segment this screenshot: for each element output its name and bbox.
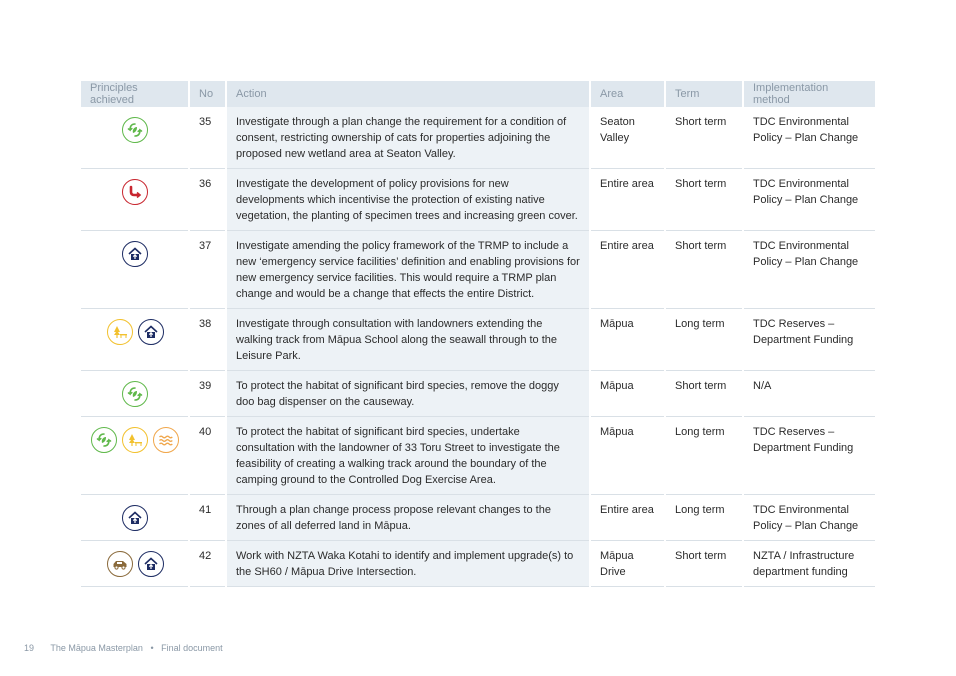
house-up-arrow-icon bbox=[138, 319, 164, 345]
action-text: Investigate the development of policy provisions for new developments which incentivise the protection of existing native vegetation, the planting of specimen trees and increasing green cover. bbox=[226, 169, 590, 231]
action-text: Work with NZTA Waka Kotahi to identify and implement upgrade(s) to the SH60 / Māpua Drive Intersection. bbox=[226, 541, 590, 587]
table-body bbox=[81, 107, 875, 587]
table-row bbox=[81, 371, 875, 417]
action-text: Investigate amending the policy framework of the TRMP to include a new ‘emergency service facilities’ definition and enabling provisions for new emergency service facilities. This would require a TRMP plan change and would be a change that effects the entire District. bbox=[226, 231, 590, 309]
row-number: 37 bbox=[189, 231, 226, 309]
nature-cycle-icon bbox=[122, 381, 148, 407]
nature-cycle-icon bbox=[122, 117, 148, 143]
actions-table bbox=[81, 81, 875, 587]
principles-cell bbox=[81, 541, 189, 587]
implementation-method-text: TDC Reserves – Department Funding bbox=[743, 417, 875, 495]
header-method: Implementation method bbox=[743, 81, 875, 107]
term-text: Long term bbox=[665, 495, 743, 541]
implementation-method-text: TDC Environmental Policy – Plan Change bbox=[743, 231, 875, 309]
table-row bbox=[81, 231, 875, 309]
principles-cell bbox=[81, 107, 189, 169]
house-up-arrow-icon bbox=[138, 551, 164, 577]
implementation-method-text: TDC Environmental Policy – Plan Change bbox=[743, 495, 875, 541]
term-text: Short term bbox=[665, 169, 743, 231]
table-row bbox=[81, 309, 875, 371]
action-text: To protect the habitat of significant bird species, remove the doggy doo bag dispenser on the causeway. bbox=[226, 371, 590, 417]
area-text: Māpua bbox=[590, 371, 665, 417]
area-text: Entire area bbox=[590, 231, 665, 309]
area-text: Seaton Valley bbox=[590, 107, 665, 169]
action-text: Through a plan change process propose relevant changes to the zones of all deferred land in Māpua. bbox=[226, 495, 590, 541]
table-row bbox=[81, 107, 875, 169]
pipe-icon bbox=[122, 179, 148, 205]
header-no: No bbox=[189, 81, 226, 107]
row-number: 36 bbox=[189, 169, 226, 231]
header-area: Area bbox=[590, 81, 665, 107]
row-number: 38 bbox=[189, 309, 226, 371]
page-footer bbox=[24, 643, 223, 653]
table-row bbox=[81, 495, 875, 541]
term-text: Short term bbox=[665, 541, 743, 587]
implementation-method-text: N/A bbox=[743, 371, 875, 417]
document-status: Final document bbox=[161, 643, 223, 653]
water-waves-icon bbox=[153, 427, 179, 453]
implementation-method-text: TDC Environmental Policy – Plan Change bbox=[743, 169, 875, 231]
area-text: Māpua bbox=[590, 309, 665, 371]
document-title: The Māpua Masterplan bbox=[50, 643, 143, 653]
principles-cell bbox=[81, 231, 189, 309]
implementation-method-text: NZTA / Infrastructure department funding bbox=[743, 541, 875, 587]
action-text: Investigate through a plan change the requirement for a condition of consent, restricting ownership of cats for properties adjoining the proposed new wetland area at Seaton Valley. bbox=[226, 107, 590, 169]
implementation-method-text: TDC Environmental Policy – Plan Change bbox=[743, 107, 875, 169]
principles-cell bbox=[81, 495, 189, 541]
principles-cell bbox=[81, 169, 189, 231]
table-header-row bbox=[81, 81, 875, 107]
action-text: Investigate through consultation with landowners extending the walking track from Māpua School along the seawall through to the Leisure Park. bbox=[226, 309, 590, 371]
house-up-arrow-icon bbox=[122, 241, 148, 267]
park-bench-tree-icon bbox=[107, 319, 133, 345]
page-number: 19 bbox=[24, 643, 35, 653]
area-text: Māpua Drive bbox=[590, 541, 665, 587]
principles-cell bbox=[81, 371, 189, 417]
table-row bbox=[81, 541, 875, 587]
row-number: 42 bbox=[189, 541, 226, 587]
area-text: Māpua bbox=[590, 417, 665, 495]
row-number: 40 bbox=[189, 417, 226, 495]
principles-cell bbox=[81, 309, 189, 371]
area-text: Entire area bbox=[590, 169, 665, 231]
term-text: Short term bbox=[665, 371, 743, 417]
header-term: Term bbox=[665, 81, 743, 107]
park-bench-tree-icon bbox=[122, 427, 148, 453]
footer-separator: • bbox=[150, 643, 154, 653]
table-row bbox=[81, 169, 875, 231]
area-text: Entire area bbox=[590, 495, 665, 541]
row-number: 39 bbox=[189, 371, 226, 417]
table-row bbox=[81, 417, 875, 495]
implementation-method-text: TDC Reserves – Department Funding bbox=[743, 309, 875, 371]
principles-cell bbox=[81, 417, 189, 495]
house-up-arrow-icon bbox=[122, 505, 148, 531]
term-text: Long term bbox=[665, 309, 743, 371]
row-number: 35 bbox=[189, 107, 226, 169]
term-text: Long term bbox=[665, 417, 743, 495]
action-text: To protect the habitat of significant bird species, undertake consultation with the landowner of 33 Toru Street to investigate the feasibility of creating a walking track around the boundary of the camping ground to the Controlled Dog Exercise Area. bbox=[226, 417, 590, 495]
car-icon bbox=[107, 551, 133, 577]
row-number: 41 bbox=[189, 495, 226, 541]
term-text: Short term bbox=[665, 231, 743, 309]
header-action: Action bbox=[226, 81, 590, 107]
term-text: Short term bbox=[665, 107, 743, 169]
header-principles: Principles achieved bbox=[81, 81, 189, 107]
nature-cycle-icon bbox=[91, 427, 117, 453]
